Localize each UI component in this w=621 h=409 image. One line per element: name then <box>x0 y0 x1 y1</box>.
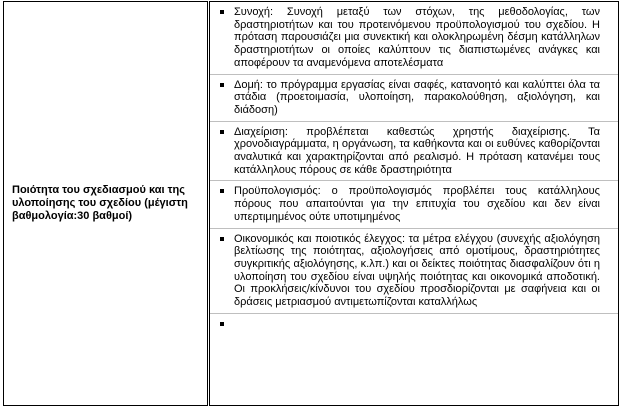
list-item <box>210 122 618 182</box>
criterion-title: Ποιότητα του σχεδιασμού και της υλοποίησης του σχεδίου (μέγιστη βαθμολογία:30 βαθμοί) <box>12 184 188 222</box>
table-row <box>4 2 619 406</box>
list-item <box>210 75 618 122</box>
square-bullet-icon <box>220 83 224 87</box>
list-item-text: Δομή: το πρόγραμμα εργασίας είναι σαφές, κατανοητό και καλύπτει όλα τα στάδια (προετοιμασία, υλοποίηση, παρακολούθηση, αξιολόγηση, και διάδοση) <box>234 78 600 116</box>
square-bullet-icon <box>220 130 224 134</box>
sub-criteria-cell <box>209 2 619 406</box>
list-item-text: Προϋπολογισμός: ο προϋπολογισμός προβλέπει τους κατάλληλους πόρους που απαιτούνται για την επιτυχία του σχεδίου και δεν είναι υπερτιμημένος ούτε υποτιμημένος <box>234 185 600 223</box>
square-bullet-icon <box>220 10 224 14</box>
square-bullet-icon <box>220 237 224 241</box>
list-item <box>210 181 618 228</box>
criterion-cell <box>4 2 209 406</box>
sub-criteria-list <box>210 2 618 346</box>
list-item-text: Διαχείριση: προβλέπεται καθεστώς χρηστής διαχείρισης. Τα χρονοδιαγράμματα, η οργάνωση, τα καθήκοντα και οι ευθύνες καθορίζονται αναλυτικά και χαρακτηρίζονται από ρεαλισμό. Η πρόταση κατανέμει τους κατάλληλους πόρους σε κάθε δραστηριότητα <box>234 125 600 176</box>
evaluation-criteria-table <box>3 1 619 406</box>
list-item <box>210 314 618 346</box>
list-item <box>210 229 618 314</box>
square-bullet-icon <box>220 322 224 326</box>
list-item-text: Οικονομικός και ποιοτικός έλεγχος: τα μέτρα ελέγχου (συνεχής αξιολόγηση βελτίωσης της ποιότητας, αξιολογήσεις από ομοτίμους, δραστηριότητες συγκριτικής αξιολόγησης, κ.λπ.) και οι δείκτες ποιότητας διασφαλίζουν ότι η υλοποίηση του σχεδίου είναι υψηλής ποιότητας και οικονομικά αποδοτική. Οι προκλήσεις/κίνδυνοι του σχεδίου προσδιορίζονται με σαφήνεια και οι δράσεις μετριασμού αντιμετωπίζονται καταλλήλως <box>234 232 600 309</box>
list-item <box>210 2 618 75</box>
list-item-text: Συνοχή: Συνοχή μεταξύ των στόχων, της μεθοδολογίας, των δραστηριοτήτων και του προτεινόμενου προϋπολογισμού του σχεδίου. Η πρόταση παρουσιάζει μια συνεκτική και ολοκληρωμένη δέσμη κατάλληλων δραστηριοτήτων οι οποίες καλύπτουν τις διαπιστωμένες ανάγκες και αποφέρουν τα αναμενόμενα αποτελέσματα <box>234 6 600 69</box>
square-bullet-icon <box>220 189 224 193</box>
